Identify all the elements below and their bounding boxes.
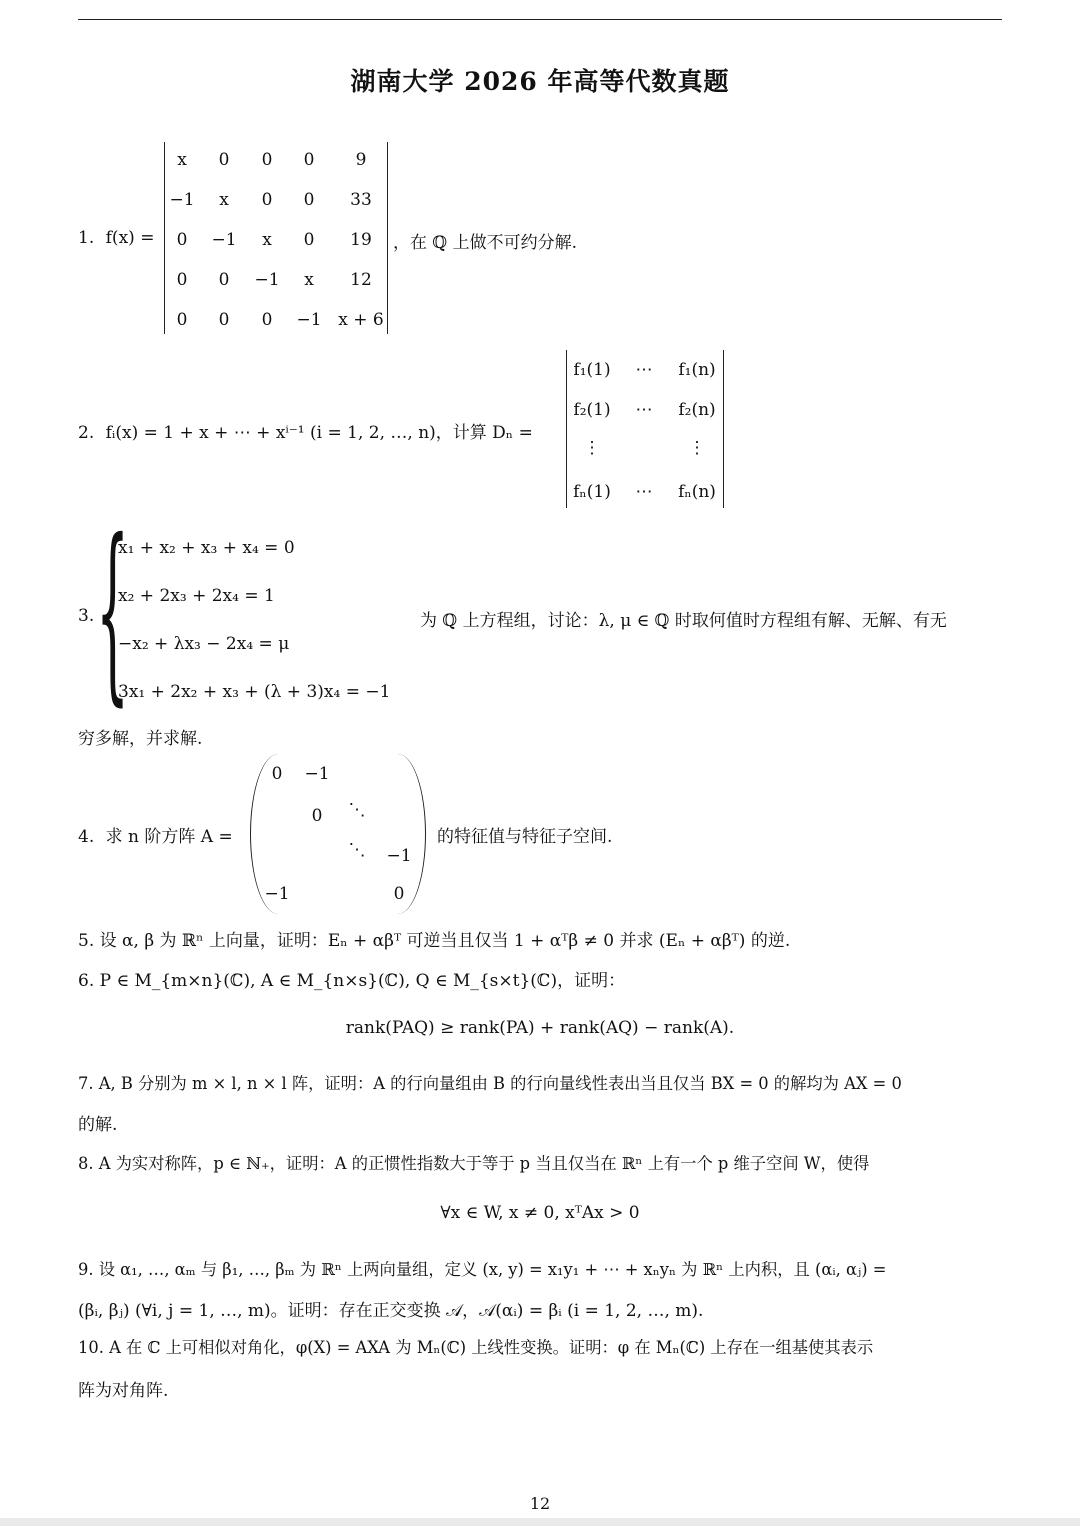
problem-1-lhs: f(x) = bbox=[105, 228, 155, 248]
problem-4-matrix bbox=[250, 754, 426, 914]
p2-matrix-cell: f₂(n) bbox=[678, 400, 716, 420]
problem-4-tail: 的特征值与特征子空间. bbox=[437, 827, 613, 847]
p4-matrix-cell: ⋱ bbox=[348, 840, 366, 860]
problem-10: 10. A 在 ℂ 上可相似对角化，φ(X) = AXA 为 Mₙ(ℂ) 上线性变换。证明：φ 在 Mₙ(ℂ) 上存在一组基使其表示 bbox=[78, 1338, 874, 1357]
p2-matrix-cell: f₂(1) bbox=[573, 400, 611, 420]
p3-equation: −x₂ + λx₃ − 2x₄ = μ bbox=[118, 634, 290, 654]
p1-matrix-cell: 0 bbox=[261, 150, 273, 170]
problem-2-determinant bbox=[566, 350, 724, 508]
p2-matrix-cell: ⋮ bbox=[688, 438, 706, 458]
p1-matrix-cell: 0 bbox=[176, 310, 188, 330]
problem-2-text: fᵢ(x) = 1 + x + ⋯ + xⁱ⁻¹ (i = 1, 2, …, n)，计算 Dₙ = bbox=[105, 423, 533, 443]
problem-3-text-cont: 穷多解，并求解. bbox=[78, 729, 203, 749]
p4-matrix-cell: −1 bbox=[264, 884, 290, 904]
p1-matrix-cell: 0 bbox=[261, 310, 273, 330]
p1-matrix-cell: −1 bbox=[211, 230, 237, 250]
p1-matrix-cell: 0 bbox=[218, 310, 230, 330]
p4-matrix-cell: −1 bbox=[304, 764, 330, 784]
problem-10-cont: 阵为对角阵. bbox=[78, 1381, 169, 1401]
problem-2 bbox=[78, 418, 533, 443]
p2-matrix-cell: f₁(1) bbox=[573, 360, 611, 380]
p1-matrix-cell: x bbox=[219, 190, 229, 210]
page-number: 12 bbox=[529, 1494, 551, 1513]
problem-5: 5. 设 α, β 为 ℝⁿ 上向量，证明：Eₙ + αβᵀ 可逆当且仅当 1 + αᵀβ ≠ 0 并求 (Eₙ + αβᵀ) 的逆. bbox=[78, 931, 791, 951]
p1-matrix-cell: 0 bbox=[176, 270, 188, 290]
scan-shadow bbox=[0, 1518, 1080, 1526]
problem-4 bbox=[78, 822, 233, 847]
p1-matrix-cell: x bbox=[304, 270, 314, 290]
p1-matrix-cell: 33 bbox=[350, 190, 372, 210]
p4-matrix-cell: −1 bbox=[386, 846, 412, 866]
page-title: 湖南大学 2026 年高等代数真题 bbox=[350, 67, 730, 96]
problem-2-number: 2. bbox=[78, 423, 95, 443]
p1-matrix-cell: 0 bbox=[261, 190, 273, 210]
p2-matrix-cell: ⋮ bbox=[583, 438, 601, 458]
problem-7: 7. A, B 分别为 m × l, n × l 阵，证明：A 的行向量组由 B 的行向量线性表出当且仅当 BX = 0 的解均为 AX = 0 bbox=[78, 1074, 902, 1093]
p1-matrix-cell: 9 bbox=[355, 150, 367, 170]
problem-4-number: 4. bbox=[78, 827, 95, 847]
problem-8-formula: ∀x ∈ W, x ≠ 0, xᵀAx > 0 bbox=[440, 1203, 640, 1223]
p3-equation: x₁ + x₂ + x₃ + x₄ = 0 bbox=[118, 538, 295, 558]
problem-9-cont: (βᵢ, βⱼ) (∀i, j = 1, …, m)。证明：存在正交变换 𝒜，𝒜(αᵢ) = βᵢ (i = 1, 2, …, m). bbox=[78, 1301, 704, 1321]
problem-4-lead: 求 n 阶方阵 A = bbox=[105, 827, 233, 847]
p2-matrix-cell: fₙ(n) bbox=[678, 482, 716, 502]
p1-matrix-cell: 0 bbox=[218, 270, 230, 290]
p3-equation: 3x₁ + 2x₂ + x₃ + (λ + 3)x₄ = −1 bbox=[118, 682, 391, 702]
problem-9: 9. 设 α₁, …, αₘ 与 β₁, …, βₘ 为 ℝⁿ 上两向量组，定义 (x, y) = x₁y₁ + ⋯ + xₙyₙ 为 ℝⁿ 上内积，且 (αᵢ, αⱼ) = bbox=[78, 1260, 887, 1279]
p4-matrix-cell: 0 bbox=[271, 764, 283, 784]
problem-8: 8. A 为实对称阵，p ∈ ℕ₊，证明：A 的正惯性指数大于等于 p 当且仅当在 ℝⁿ 上有一个 p 维子空间 W，使得 bbox=[78, 1154, 870, 1173]
p2-matrix-cell: fₙ(1) bbox=[573, 482, 611, 502]
problem-1-number: 1. bbox=[78, 228, 95, 248]
p1-matrix-cell: 0 bbox=[303, 150, 315, 170]
p1-matrix-cell: 12 bbox=[350, 270, 372, 290]
problem-1 bbox=[78, 228, 154, 248]
p2-matrix-cell: ⋯ bbox=[635, 360, 653, 380]
top-rule bbox=[78, 19, 1002, 20]
p4-matrix-cell: 0 bbox=[311, 806, 323, 826]
problem-3-brace: { bbox=[96, 503, 130, 726]
p2-matrix-cell: ⋯ bbox=[635, 400, 653, 420]
p1-matrix-cell: 0 bbox=[218, 150, 230, 170]
p4-matrix-cell: 0 bbox=[393, 884, 405, 904]
p1-matrix-cell: −1 bbox=[254, 270, 280, 290]
p2-matrix-cell: ⋯ bbox=[635, 482, 653, 502]
problem-6-formula: rank(PAQ) ≥ rank(PA) + rank(AQ) − rank(A). bbox=[345, 1018, 735, 1038]
p3-equation: x₂ + 2x₃ + 2x₄ = 1 bbox=[118, 586, 275, 606]
p1-matrix-cell: −1 bbox=[296, 310, 322, 330]
p1-matrix-cell: 0 bbox=[303, 230, 315, 250]
p1-matrix-cell: 0 bbox=[303, 190, 315, 210]
p1-matrix-cell: 19 bbox=[350, 230, 372, 250]
p1-matrix-cell: x bbox=[177, 150, 187, 170]
problem-6: 6. P ∈ M_{m×n}(ℂ), A ∈ M_{n×s}(ℂ), Q ∈ M_{s×t}(ℂ)，证明： bbox=[78, 971, 626, 991]
problem-1-determinant bbox=[164, 142, 388, 334]
p4-matrix-cell: ⋱ bbox=[348, 800, 366, 820]
p2-matrix-cell: f₁(n) bbox=[678, 360, 716, 380]
problem-7-cont: 的解. bbox=[78, 1115, 118, 1135]
problem-3-number: 3. bbox=[78, 606, 95, 626]
problem-1-tail: ，在 ℚ 上做不可约分解. bbox=[393, 233, 578, 253]
p1-matrix-cell: 0 bbox=[176, 230, 188, 250]
p1-matrix-cell: x bbox=[262, 230, 272, 250]
problem-3-text: 为 ℚ 上方程组，讨论：λ, μ ∈ ℚ 时取何值时方程组有解、无解、有无 bbox=[420, 611, 947, 631]
p1-matrix-cell: −1 bbox=[169, 190, 195, 210]
p1-matrix-cell: x + 6 bbox=[338, 310, 384, 330]
